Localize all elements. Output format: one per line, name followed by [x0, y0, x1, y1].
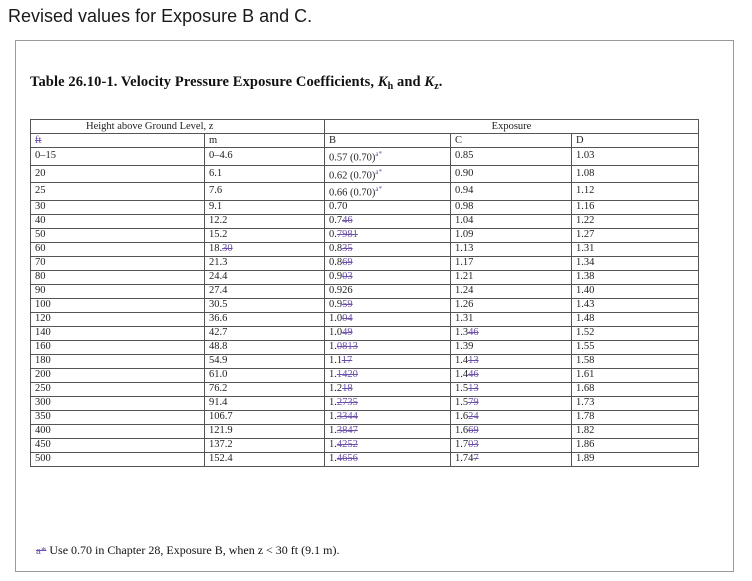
height-ft-cell: 100 [31, 298, 205, 312]
table-row [31, 452, 699, 466]
exposure-b-cell: 1.2735 [325, 396, 451, 410]
height-m-cell: 48.8 [205, 340, 325, 354]
height-header: Height above Ground Level, z [31, 120, 325, 134]
exposure-b-cell-revision-mark: 7981 [336, 229, 358, 240]
exposure-c-cell: 0.98 [451, 200, 572, 214]
exposure-d-cell: 1.61 [572, 368, 699, 382]
exposure-b-cell: 0.746 [325, 214, 451, 228]
exposure-d-cell: 1.43 [572, 298, 699, 312]
table-row [31, 396, 699, 410]
exposure-c-cell-revision-mark: 69 [468, 425, 479, 436]
exposure-b-cell: 1.1420 [325, 368, 451, 382]
exposure-c-cell: 1.747 [451, 452, 572, 466]
footnote-text: Use 0.70 in Chapter 28, Exposure B, when z < 30 ft (9.1 m). [46, 543, 340, 557]
unit-ft-header: ft [31, 134, 205, 148]
exposure-b-cell-revision-mark: 0813 [336, 341, 358, 352]
exposure-c-cell: 1.17 [451, 256, 572, 270]
exposure-header: Exposure [325, 120, 699, 134]
height-m-cell: 121.9 [205, 424, 325, 438]
exposure-b-cell: 0.62 $(0.70)^{a*}$ [325, 165, 451, 183]
height-ft-cell: 160 [31, 340, 205, 354]
exposure-c-cell-revision-mark: 7 [473, 453, 479, 464]
exposure-b-cell: 0.869 [325, 256, 451, 270]
exposure-c-cell: 1.09 [451, 228, 572, 242]
exposure-c-cell: 1.513 [451, 382, 572, 396]
height-ft-cell: 30 [31, 200, 205, 214]
exposure-d-cell: 1.52 [572, 326, 699, 340]
exposure-b-cell-revision-mark: 18 [342, 383, 353, 394]
exposure-c-cell: 1.624 [451, 410, 572, 424]
exposure-b-cell: 0.7981 [325, 228, 451, 242]
height-m-cell: 15.2 [205, 228, 325, 242]
exposure-b-cell-footnote-ref: a* [375, 150, 382, 158]
height-m-cell: 30.5 [205, 298, 325, 312]
exposure-b-cell-revision-mark: 46 [342, 215, 353, 226]
exposure-d-cell: 1.16 [572, 200, 699, 214]
footnote-mark: a* [36, 545, 47, 557]
exposure-d-cell: 1.58 [572, 354, 699, 368]
exposure-b-cell: 1.0813 [325, 340, 451, 354]
exposure-b-cell-revision-mark: 3344 [336, 411, 358, 422]
height-m-cell: 54.9 [205, 354, 325, 368]
exposure-b-cell: 0.926 [325, 284, 451, 298]
k-h-symbol: K [377, 74, 388, 90]
exposure-d-cell: 1.12 [572, 183, 699, 201]
table-footnote [36, 543, 339, 558]
table-row [31, 242, 699, 256]
height-ft-cell: 350 [31, 410, 205, 424]
exposure-c-cell: 1.24 [451, 284, 572, 298]
exposure-d-cell: 1.89 [572, 452, 699, 466]
table-body [31, 148, 699, 467]
exposure-b-cell: 0.66 $(0.70)^{a*}$ [325, 183, 451, 201]
height-m-cell: 36.6 [205, 312, 325, 326]
exposure-b-cell-revision-mark: 4252 [336, 439, 358, 450]
table-row [31, 298, 699, 312]
exposure-b-cell-revision-mark: 69 [342, 257, 353, 268]
table-row [31, 382, 699, 396]
exposure-c-cell: 0.90 [451, 165, 572, 183]
exposure-c-cell: 1.04 [451, 214, 572, 228]
table-row [31, 410, 699, 424]
exposure-c-cell: 1.346 [451, 326, 572, 340]
table-row [31, 284, 699, 298]
exposure-b-cell: 0.835 [325, 242, 451, 256]
height-ft-cell: 90 [31, 284, 205, 298]
k-h-subscript: h [387, 81, 394, 92]
exposure-d-cell: 1.40 [572, 284, 699, 298]
table-row [31, 424, 699, 438]
exposure-d-cell: 1.82 [572, 424, 699, 438]
height-m-cell: 137.2 [205, 438, 325, 452]
exposure-d-cell: 1.22 [572, 214, 699, 228]
exposure-d-cell: 1.27 [572, 228, 699, 242]
exposure-b-cell: 0.70 [325, 200, 451, 214]
exposure-c-cell: 1.413 [451, 354, 572, 368]
height-m-cell: 76.2 [205, 382, 325, 396]
height-ft-cell: 140 [31, 326, 205, 340]
exposure-b-cell: 1.4656 [325, 452, 451, 466]
height-m-cell: 152.4 [205, 452, 325, 466]
height-m-cell: 42.7 [205, 326, 325, 340]
exposure-c-cell-revision-mark: 46 [468, 327, 479, 338]
exposure-b-cell: 1.3344 [325, 410, 451, 424]
exposure-c-cell: 1.703 [451, 438, 572, 452]
height-m-cell-revision-mark: 30 [222, 243, 233, 254]
exposure-b-cell-revision-mark: 1420 [336, 369, 358, 380]
exposure-c-cell-revision-mark: 13 [468, 355, 479, 366]
unit-m-header: m [205, 134, 325, 148]
height-ft-cell: 70 [31, 256, 205, 270]
exposure-d-cell: 1.34 [572, 256, 699, 270]
exposure-b-cell-revision-mark: 03 [342, 271, 353, 282]
height-m-cell: 6.1 [205, 165, 325, 183]
table-header-row-1 [31, 120, 699, 134]
k-z-symbol: K [424, 74, 435, 90]
exposure-c-cell-revision-mark: 46 [468, 369, 479, 380]
height-ft-cell: 250 [31, 382, 205, 396]
exposure-c-cell-revision-mark: 24 [468, 411, 479, 422]
col-d-header: D [572, 134, 699, 148]
exposure-c-cell: 1.21 [451, 270, 572, 284]
exposure-c-cell: 1.669 [451, 424, 572, 438]
height-ft-cell: 120 [31, 312, 205, 326]
exposure-b-cell-revision-mark: 35 [342, 243, 353, 254]
exposure-b-cell-footnote-ref: a* [375, 185, 382, 193]
height-ft-cell: 20 [31, 165, 205, 183]
exposure-b-cell: 0.903 [325, 270, 451, 284]
table-title-and: and [393, 74, 425, 90]
height-m-cell: 27.4 [205, 284, 325, 298]
height-m-cell: 18.30 [205, 242, 325, 256]
height-m-cell: 7.6 [205, 183, 325, 201]
height-m-cell: 12.2 [205, 214, 325, 228]
coefficients-table [30, 119, 699, 467]
exposure-b-cell: 1.218 [325, 382, 451, 396]
height-ft-cell: 500 [31, 452, 205, 466]
table-row [31, 256, 699, 270]
exposure-d-cell: 1.55 [572, 340, 699, 354]
exposure-d-cell: 1.03 [572, 148, 699, 166]
exposure-c-cell-revision-mark: 03 [468, 439, 479, 450]
table-title-text: Table 26.10-1. Velocity Pressure Exposure Coefficients, [30, 74, 378, 90]
height-ft-cell: 180 [31, 354, 205, 368]
exposure-d-cell: 1.38 [572, 270, 699, 284]
exposure-c-cell: 1.39 [451, 340, 572, 354]
exposure-c-cell-revision-mark: 13 [468, 383, 479, 394]
exposure-b-cell-revision-mark: 4656 [336, 453, 358, 464]
table-row [31, 270, 699, 284]
exposure-b-cell: 1.004 [325, 312, 451, 326]
exposure-d-cell: 1.78 [572, 410, 699, 424]
exposure-b-cell: 0.57 $(0.70)^{a*}$ [325, 148, 451, 166]
exposure-b-cell-footnote-ref: a* [375, 167, 382, 176]
table-row [31, 200, 699, 214]
table-row [31, 312, 699, 326]
exposure-c-cell: 0.85 [451, 148, 572, 166]
height-m-cell: 9.1 [205, 200, 325, 214]
exposure-c-cell: 1.446 [451, 368, 572, 382]
exposure-b-cell: 1.049 [325, 326, 451, 340]
height-m-cell: 106.7 [205, 410, 325, 424]
exposure-c-cell: 1.26 [451, 298, 572, 312]
page-heading: Revised values for Exposure B and C. [8, 6, 313, 26]
exposure-b-cell: 1.4252 [325, 438, 451, 452]
exposure-d-cell: 1.86 [572, 438, 699, 452]
table-row [31, 340, 699, 354]
exposure-d-cell: 1.68 [572, 382, 699, 396]
col-b-header: B [325, 134, 451, 148]
exposure-b-cell-revision-mark: 49 [342, 327, 353, 338]
table-row [31, 368, 699, 382]
exposure-b-cell-revision-mark: 17 [341, 355, 353, 366]
height-m-cell: 24.4 [205, 270, 325, 284]
height-ft-cell: 50 [31, 228, 205, 242]
table-row [31, 228, 699, 242]
exposure-d-cell: 1.48 [572, 312, 699, 326]
table-row [31, 165, 699, 183]
height-ft-cell: 200 [31, 368, 205, 382]
height-m-cell: 61.0 [205, 368, 325, 382]
exposure-b-cell-revision-mark: 3847 [336, 425, 358, 436]
exposure-c-cell-revision-mark: 79 [468, 397, 479, 408]
exposure-c-cell: 1.13 [451, 242, 572, 256]
exposure-b-cell-revision-mark: 2735 [336, 397, 358, 408]
exposure-b-cell: 1.3847 [325, 424, 451, 438]
table-row [31, 326, 699, 340]
exposure-b-cell: 1.117 [325, 354, 451, 368]
exposure-c-cell: 0.94 [451, 183, 572, 201]
height-m-cell: 0–4.6 [205, 148, 325, 166]
exposure-d-cell: 1.73 [572, 396, 699, 410]
exposure-d-cell: 1.31 [572, 242, 699, 256]
height-ft-cell: 400 [31, 424, 205, 438]
table-row [31, 438, 699, 452]
height-ft-cell: 25 [31, 183, 205, 201]
exposure-b-cell-revision-mark: 59 [342, 299, 353, 310]
height-ft-cell: 300 [31, 396, 205, 410]
col-c-header: C [451, 134, 572, 148]
exposure-c-cell: 1.579 [451, 396, 572, 410]
exposure-c-cell: 1.31 [451, 312, 572, 326]
table-title-end: . [438, 74, 443, 90]
height-ft-cell: 60 [31, 242, 205, 256]
height-ft-cell: 0–15 [31, 148, 205, 166]
table-row [31, 183, 699, 201]
exposure-d-cell: 1.08 [572, 165, 699, 183]
height-ft-cell: 80 [31, 270, 205, 284]
height-m-cell: 91.4 [205, 396, 325, 410]
k-z-subscript: z [434, 81, 439, 92]
height-m-cell: 21.3 [205, 256, 325, 270]
exposure-b-cell: 0.959 [325, 298, 451, 312]
exposure-b-cell-revision-mark: 04 [342, 313, 353, 324]
height-ft-cell: 450 [31, 438, 205, 452]
table-row [31, 214, 699, 228]
table-row [31, 148, 699, 166]
height-ft-cell: 40 [31, 214, 205, 228]
table-row [31, 354, 699, 368]
table-header-row-2 [31, 134, 699, 148]
table-title [30, 74, 442, 92]
